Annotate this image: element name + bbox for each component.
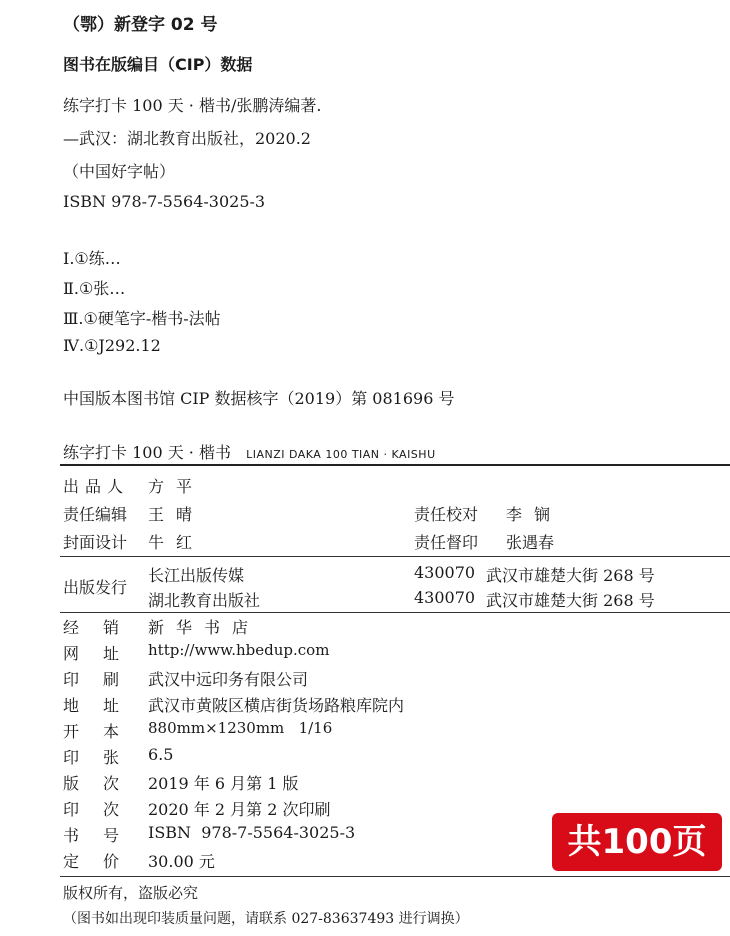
producer-label: 出品人 — [63, 477, 130, 496]
cip-isbn: ISBN 978-7-5564-3025-3 — [63, 192, 266, 211]
publisher-2-postcode: 430070 — [414, 588, 476, 607]
copyright-text: 版权所有，盗版必究 — [63, 884, 199, 902]
cip-subject-3: Ⅲ.①硬笔字-楷书-法帖 — [63, 309, 221, 328]
detail-value-printing: 2020 年 2 月第 2 次印刷 — [148, 800, 331, 819]
registration-number: （鄂）新登字 02 号 — [63, 15, 218, 35]
cip-title-line: 练字打卡 100 天 · 楷书/张鹏涛编著. — [63, 96, 322, 115]
cip-heading: 图书在版编目（CIP）数据 — [63, 55, 253, 74]
print-supervisor-label: 责任督印 — [414, 533, 479, 552]
detail-label-book-number: 书号 — [63, 826, 144, 845]
book-title — [63, 440, 436, 463]
cip-series: （中国好字帖） — [63, 162, 176, 181]
detail-value-address: 武汉市黄陂区横店街货场路粮库院内 — [148, 696, 405, 715]
detail-value-price: 30.00 元 — [148, 852, 215, 871]
editor-label: 责任编辑 — [63, 505, 128, 524]
cip-approval: 中国版本图书馆 CIP 数据核字（2019）第 081696 号 — [63, 389, 455, 408]
detail-label-sheets: 印张 — [63, 748, 144, 767]
detail-label-address: 地址 — [63, 696, 144, 715]
detail-value-website: http://www.hbedup.com — [148, 641, 330, 659]
detail-label-printer: 印刷 — [63, 670, 144, 689]
detail-label-website: 网址 — [63, 644, 144, 663]
detail-label-format: 开本 — [63, 722, 144, 741]
producer-value: 方平 — [148, 477, 205, 496]
detail-label-distributor: 经销 — [63, 618, 144, 637]
proofreader-label: 责任校对 — [414, 505, 479, 524]
publisher-2-address: 武汉市雄楚大街 268 号 — [486, 591, 655, 610]
publisher-1-address: 武汉市雄楚大街 268 号 — [486, 566, 655, 585]
credits-rule — [60, 556, 730, 557]
quality-notice: （图书如出现印装质量问题，请联系 027-83637493 进行调换） — [63, 911, 469, 927]
print-supervisor-value: 张遇春 — [506, 533, 555, 552]
page-count-badge: 共100页 — [552, 813, 722, 871]
book-title-en: LIANZI DAKA 100 TIAN · KAISHU — [246, 448, 436, 461]
footer-rule — [60, 876, 730, 877]
publish-label: 出版发行 — [63, 578, 128, 597]
cip-publisher-line: —武汉：湖北教育出版社，2020.2 — [63, 129, 311, 148]
publisher-1-postcode: 430070 — [414, 563, 476, 582]
cover-design-label: 封面设计 — [63, 533, 128, 552]
publisher-1-name: 长江出版传媒 — [148, 566, 245, 585]
detail-label-printing: 印次 — [63, 800, 144, 819]
publisher-2-name: 湖北教育出版社 — [148, 591, 261, 610]
book-title-cn: 练字打卡 100 天 · 楷书 — [63, 443, 231, 462]
publisher-rule — [60, 612, 730, 613]
detail-value-distributor: 新华书店 — [148, 618, 261, 637]
proofreader-value: 李锎 — [506, 505, 563, 524]
cip-subject-1: Ⅰ.①练… — [63, 249, 121, 268]
detail-value-edition: 2019 年 6 月第 1 版 — [148, 774, 299, 793]
cip-subject-4: Ⅳ.①J292.12 — [63, 336, 161, 355]
detail-value-book-number: ISBN 978-7-5564-3025-3 — [148, 823, 356, 842]
cip-subject-2: Ⅱ.①张… — [63, 279, 126, 298]
detail-label-edition: 版次 — [63, 774, 144, 793]
detail-value-format: 880mm×1230mm 1/16 — [148, 719, 333, 737]
title-rule — [60, 464, 730, 466]
editor-value: 王晴 — [148, 505, 205, 524]
detail-label-price: 定价 — [63, 852, 144, 871]
detail-value-sheets: 6.5 — [148, 745, 174, 764]
cover-design-value: 牛红 — [148, 533, 205, 552]
detail-value-printer: 武汉中远印务有限公司 — [148, 670, 309, 689]
